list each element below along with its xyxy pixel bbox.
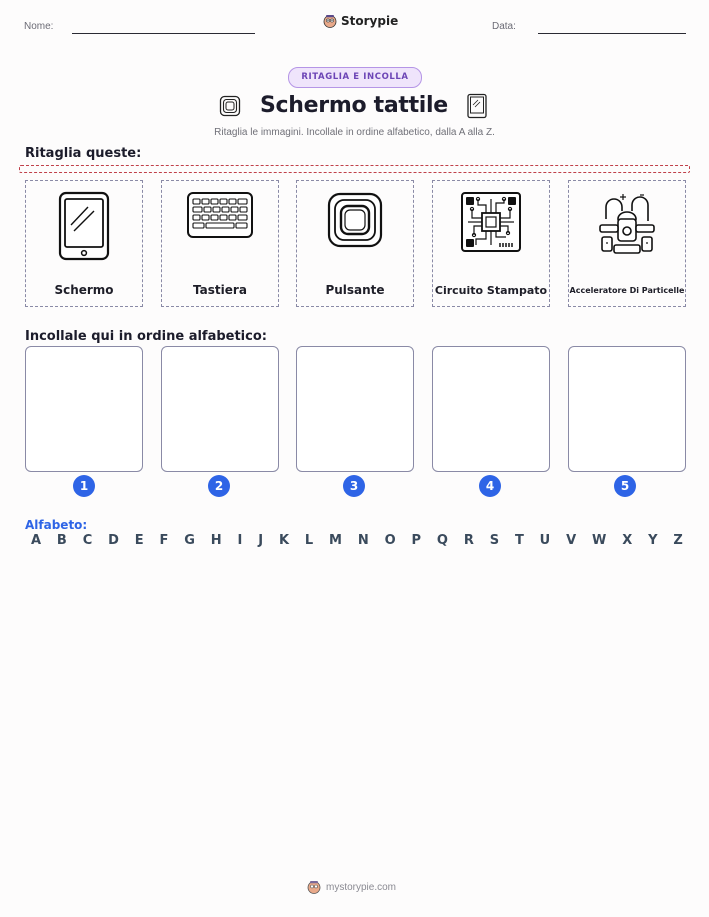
- paste-box-5[interactable]: [568, 346, 686, 472]
- alphabet-letter: B: [56, 533, 67, 548]
- push-button-icon: [326, 191, 384, 249]
- alphabet-letter: Q: [436, 533, 448, 548]
- storypie-mascot-icon: [307, 880, 321, 894]
- alphabet-letter: D: [108, 533, 119, 548]
- name-label: Nome:: [24, 21, 54, 32]
- date-line[interactable]: [538, 33, 686, 34]
- date-label: Data:: [492, 21, 516, 32]
- alphabet-letter: T: [514, 533, 524, 548]
- alphabet-letter: I: [237, 533, 243, 548]
- alphabet-letter: L: [304, 533, 314, 548]
- paste-box-1[interactable]: [25, 346, 143, 472]
- storypie-mascot-icon: [323, 14, 337, 28]
- cut-card-pulsante[interactable]: [296, 180, 414, 307]
- card-label: Schermo: [54, 283, 114, 297]
- brand-name: Storypie: [341, 14, 399, 28]
- circuit-board-icon: [460, 191, 522, 253]
- cut-card-circuito-stampato[interactable]: [432, 180, 550, 307]
- paste-box-2[interactable]: [161, 346, 279, 472]
- alphabet-letter: H: [210, 533, 222, 548]
- alphabet-letter: W: [592, 533, 607, 548]
- alphabet-letter: J: [258, 533, 264, 548]
- keyboard-icon: [185, 189, 255, 245]
- paste-box-3[interactable]: [296, 346, 414, 472]
- alphabet-letter: M: [329, 533, 342, 548]
- alphabet-letter: U: [539, 533, 551, 548]
- alphabet-letter: A: [31, 533, 42, 548]
- card-label: Tastiera: [193, 283, 247, 297]
- alphabet-letter: K: [278, 533, 290, 548]
- alphabet-letter: V: [566, 533, 577, 548]
- alphabet-title: Alfabeto:: [25, 518, 88, 532]
- number-badge-1: 1: [73, 475, 95, 497]
- footer: [307, 880, 396, 894]
- paste-section-title: Incollale qui in ordine alfabetico:: [25, 329, 267, 344]
- number-badge-2: 2: [208, 475, 230, 497]
- activity-badge: RITAGLIA E INCOLLA: [288, 67, 422, 88]
- alphabet-letter: P: [411, 533, 422, 548]
- number-badge-5: 5: [614, 475, 636, 497]
- tablet-icon: [466, 93, 488, 119]
- alphabet-letter: Z: [673, 533, 683, 548]
- page-title: Schermo tattile: [260, 93, 448, 118]
- alphabet-letter: N: [357, 533, 369, 548]
- footer-url[interactable]: mystorypie.com: [326, 881, 397, 893]
- alphabet-letter: E: [134, 533, 144, 548]
- alphabet-row: [31, 533, 683, 548]
- button-icon: [219, 95, 241, 117]
- paste-box-4[interactable]: [432, 346, 550, 472]
- alphabet-letter: R: [463, 533, 474, 548]
- alphabet-letter: Y: [648, 533, 658, 548]
- alphabet-letter: G: [184, 533, 195, 548]
- alphabet-letter: C: [82, 533, 93, 548]
- alphabet-letter: S: [489, 533, 500, 548]
- alphabet-letter: X: [622, 533, 633, 548]
- cut-line: [19, 165, 690, 173]
- number-badge-4: 4: [479, 475, 501, 497]
- alphabet-letter: O: [384, 533, 396, 548]
- number-badge-3: 3: [343, 475, 365, 497]
- card-label: Circuito Stampato: [434, 284, 548, 297]
- cut-section-title: Ritaglia queste:: [25, 146, 142, 161]
- card-label: Acceleratore Di Particelle: [569, 286, 685, 295]
- alphabet-letter: F: [159, 533, 169, 548]
- name-line[interactable]: [72, 33, 255, 34]
- tablet-icon: [56, 191, 112, 261]
- card-label: Pulsante: [325, 283, 385, 297]
- cut-card-acceleratore-di-particelle[interactable]: [568, 180, 686, 307]
- cut-card-tastiera[interactable]: [161, 180, 279, 307]
- instructions: Ritaglia le immagini. Incollale in ordine alfabetico, dalla A alla Z.: [214, 127, 495, 138]
- particle-accelerator-icon: [596, 191, 658, 259]
- brand-logo: [323, 14, 398, 28]
- cut-card-schermo[interactable]: [25, 180, 143, 307]
